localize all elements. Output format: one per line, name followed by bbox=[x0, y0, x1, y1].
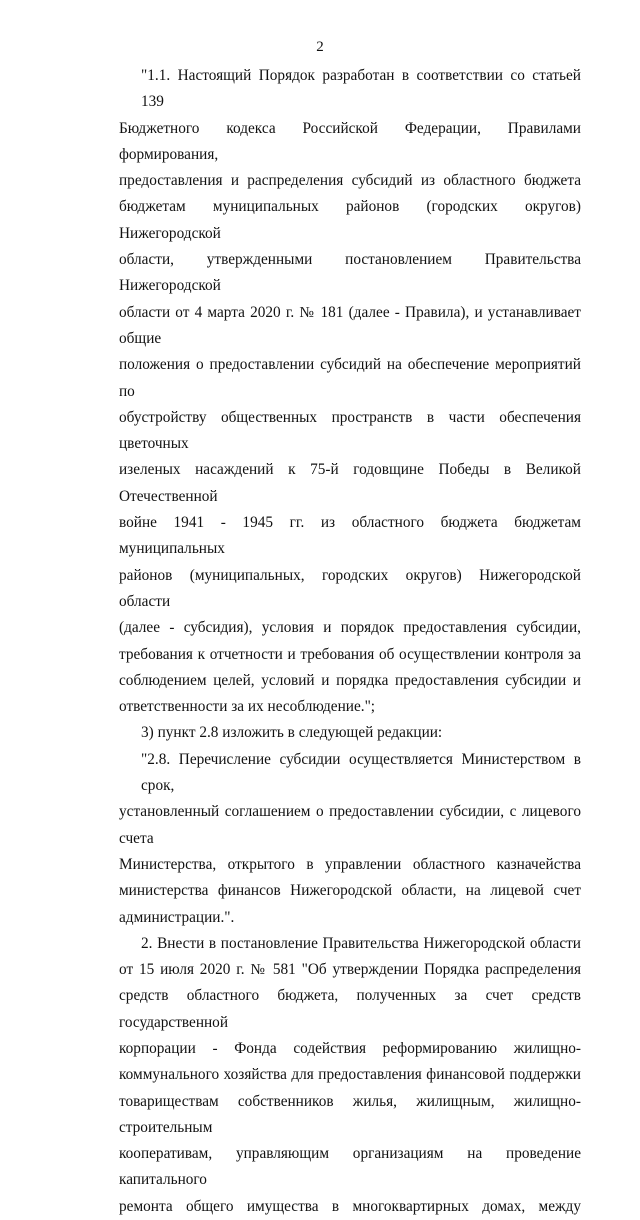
text-line: изеленых насаждений к 75-й годовщине Победы в Великой Отечественной bbox=[119, 461, 581, 505]
text-line: войне 1941 - 1945 гг. из областного бюджета бюджетам муниципальных bbox=[119, 514, 581, 558]
text-line: коммунального хозяйства для предоставления финансовой поддержки bbox=[119, 1066, 581, 1084]
text-line: соблюдением целей, условий и порядка предоставления субсидии и bbox=[119, 671, 581, 689]
text-line: предоставления и распределения субсидий из областного бюджета bbox=[119, 172, 581, 190]
text-line: требования к отчетности и требования об осуществлении контроля за bbox=[119, 645, 581, 663]
page-number: 2 bbox=[316, 39, 324, 55]
text-line: ремонта общего имущества в многоквартирных домах, между bbox=[119, 1197, 581, 1215]
text-line: (далее - субсидия), условия и порядок предоставления субсидии, bbox=[119, 619, 581, 637]
text-line: обустройству общественных пространств в части обеспечения цветочных bbox=[119, 408, 581, 453]
text-line: установленный соглашением о предоставлении субсидии, с лицевого счета bbox=[119, 803, 581, 847]
text-line: министерства финансов Нижегородской области, на лицевой счет bbox=[119, 882, 581, 900]
text-line: "1.1. Настоящий Порядок разработан в соответствии со статьей 139 bbox=[141, 67, 581, 111]
text-line: 2. Внести в постановление Правительства Нижегородской области bbox=[141, 934, 581, 952]
text-line: Бюджетного кодекса Российской Федерации, Правилами формирования, bbox=[119, 119, 581, 163]
paragraph bbox=[119, 747, 581, 931]
paragraph bbox=[119, 931, 581, 1220]
text-line: Министерства, открытого в управлении областного казначейства bbox=[119, 855, 581, 873]
text-line: администрации.". bbox=[119, 908, 235, 926]
text-line: ответственности за их несоблюдение."; bbox=[119, 698, 376, 716]
text-line: средств областного бюджета, полученных за счет средств государственной bbox=[119, 987, 581, 1031]
text-line: 3) пункт 2.8 изложить в следующей редакции: bbox=[141, 724, 443, 742]
paragraph bbox=[119, 720, 581, 746]
text-line: кооперативам, управляющим организациям на проведение капитального bbox=[119, 1145, 581, 1189]
text-line: области от 4 марта 2020 г. № 181 (далее - Правила), и устанавливает общие bbox=[119, 303, 581, 347]
text-line: бюджетам муниципальных районов (городских округов) Нижегородской bbox=[119, 198, 581, 242]
paragraph bbox=[119, 63, 581, 720]
text-line: области, утвержденными постановлением Правительства Нижегородской bbox=[119, 251, 581, 295]
text-line: корпорации - Фонда содействия реформированию жилищно- bbox=[119, 1039, 581, 1057]
document-body bbox=[119, 63, 581, 1220]
text-line: районов (муниципальных, городских округов) Нижегородской области bbox=[119, 566, 581, 610]
text-line: положения о предоставлении субсидий на обеспечение мероприятий по bbox=[119, 356, 581, 400]
text-line: товариществам собственников жилья, жилищным, жилищно-строительным bbox=[119, 1092, 581, 1136]
text-line: "2.8. Перечисление субсидии осуществляется Министерством в срок, bbox=[141, 750, 581, 795]
text-line: от 15 июля 2020 г. № 581 "Об утверждении Порядка распределения bbox=[119, 961, 581, 979]
